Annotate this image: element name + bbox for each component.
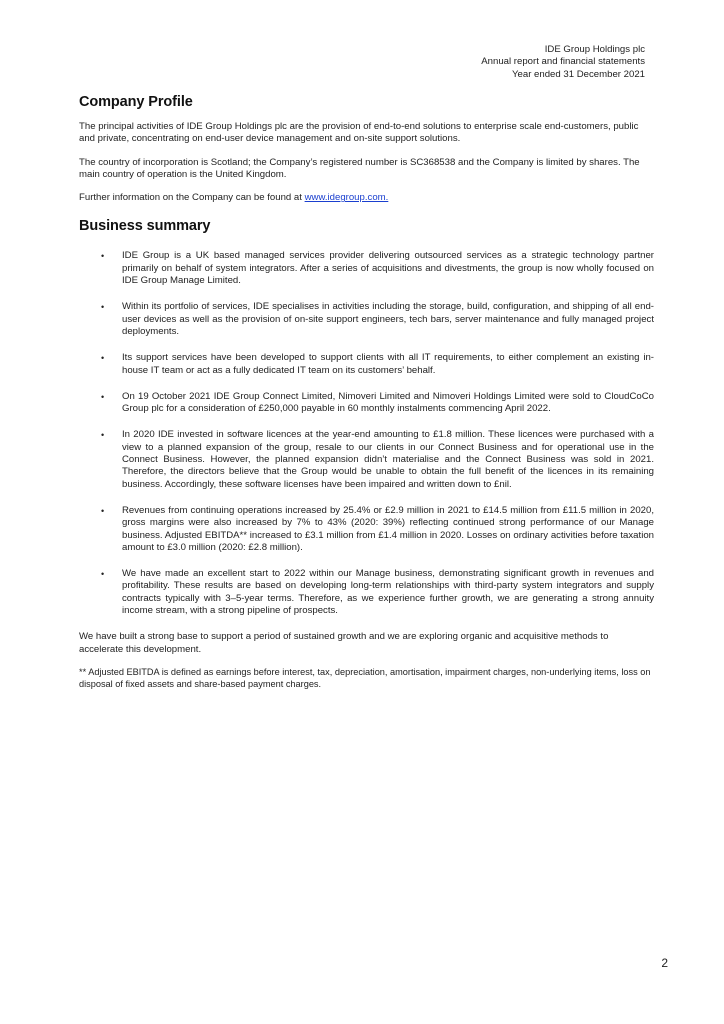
website-link[interactable]: www.idegroup.com. [304,192,389,204]
page-number: 2 [661,956,668,970]
list-item [79,301,654,338]
closing-paragraph: We have built a strong base to support a period of sustained growth and we are exploring organic and acquisitive methods to accelerate this development. [79,631,609,655]
header-company: IDE Group Holdings plc [544,44,645,55]
page-header [481,44,645,81]
bullet-icon: • [101,505,105,516]
list-item [79,568,654,617]
further-info-text: Further information on the Company can be found at [79,192,305,204]
header-period: Year ended 31 December 2021 [512,68,645,80]
list-item-text: Within its portfolio of services, IDE specialises in activities including the storage, build, configuration, and shipping of all end-user devices as well as the provision of on-site support engineers, tech bars, server maintenance and fully managed project deployments. [122,301,654,337]
list-item-text: Its support services have been developed to support clients with all IT requirements, to either complement an existing in-house IT team or act as a fully dedicated IT team on its customers’ behalf. [122,352,654,376]
list-item [79,429,654,490]
business-summary-heading: Business summary [79,218,211,235]
list-item-text: Revenues from continuing operations increased by 25.4% or £2.9 million in 2021 to £14.5 million from £11.5 million in 2020, gross margins were also increased by 7% to 43% (2020: 39%) reflecting continued strong performance of our Manage business. Adjusted EBITDA** increased to £3.1 million from £1.4 million in 2020. Losses on ordinary activities before taxation amount to £3.0 million (2020: £2.8 million). [122,504,654,553]
list-item [79,250,654,287]
company-profile-para-1: The principal activities of IDE Group Holdings plc are the provision of end-to-end solutions to enterprise scale end-customers, public and private, concentrating on end-user device management and on-site support solutions. [79,121,639,145]
company-profile-para-3 [79,192,654,204]
business-summary-list [79,250,654,617]
bullet-icon: • [101,569,105,580]
company-profile-para-2: The country of incorporation is Scotland; the Company’s registered number is SC368538 and the Company is limited by shares. The main country of operation is the United Kingdom. [79,156,640,180]
bullet-icon: • [101,251,105,262]
list-item-text: On 19 October 2021 IDE Group Connect Limited, Nimoveri Limited and Nimoveri Holdings Limited were sold to CloudCoCo Group plc for a consideration of £250,000 payable in 60 monthly instalments commencing April 2022. [122,390,654,415]
company-profile-heading: Company Profile [79,94,193,110]
list-item [79,352,654,377]
ebitda-footnote: ** Adjusted EBITDA is defined as earnings before interest, tax, depreciation, amortisation, impairment charges, non-underlying items, loss on disposal of fixed assets and share-based payment charges. [79,666,651,690]
bullet-icon: • [101,302,105,313]
list-item [79,505,654,554]
document-body [79,94,654,702]
list-item-text: In 2020 IDE invested in software licences at the year-end amounting to £1.8 million. These licences were purchased with a view to a planned expansion of the group, resale to our clients in our Connect Business and for operational use in the Connect Business. However, the planned expansion didn’t materialise and the Connect Business was sold in 2021. Therefore, the directors believe that the Group would be unable to obtain the full benefit of the licences in its remaining business. Accordingly, these software licenses have been impaired and written down to £nil. [122,429,654,490]
bullet-icon: • [101,430,105,441]
list-item [79,391,654,416]
header-report-title: Annual report and financial statements [481,56,645,68]
list-item-text: We have made an excellent start to 2022 within our Manage business, demonstrating significant growth in revenues and profitability. These results are based on developing long-term relationships with third-party system integrators and supply contracts typically with 3–5-year terms. Therefore, as we experience further growth, we are generating a strong annuity income stream, with a strong pipeline of prospects. [122,568,654,617]
bullet-icon: • [101,391,105,402]
bullet-icon: • [101,353,105,364]
list-item-text: IDE Group is a UK based managed services provider delivering outsourced services as a strategic technology partner primarily on behalf of system integrators. After a series of acquisitions and divestments, the group is now wholly focused on IDE Group Manage Limited. [122,250,654,287]
